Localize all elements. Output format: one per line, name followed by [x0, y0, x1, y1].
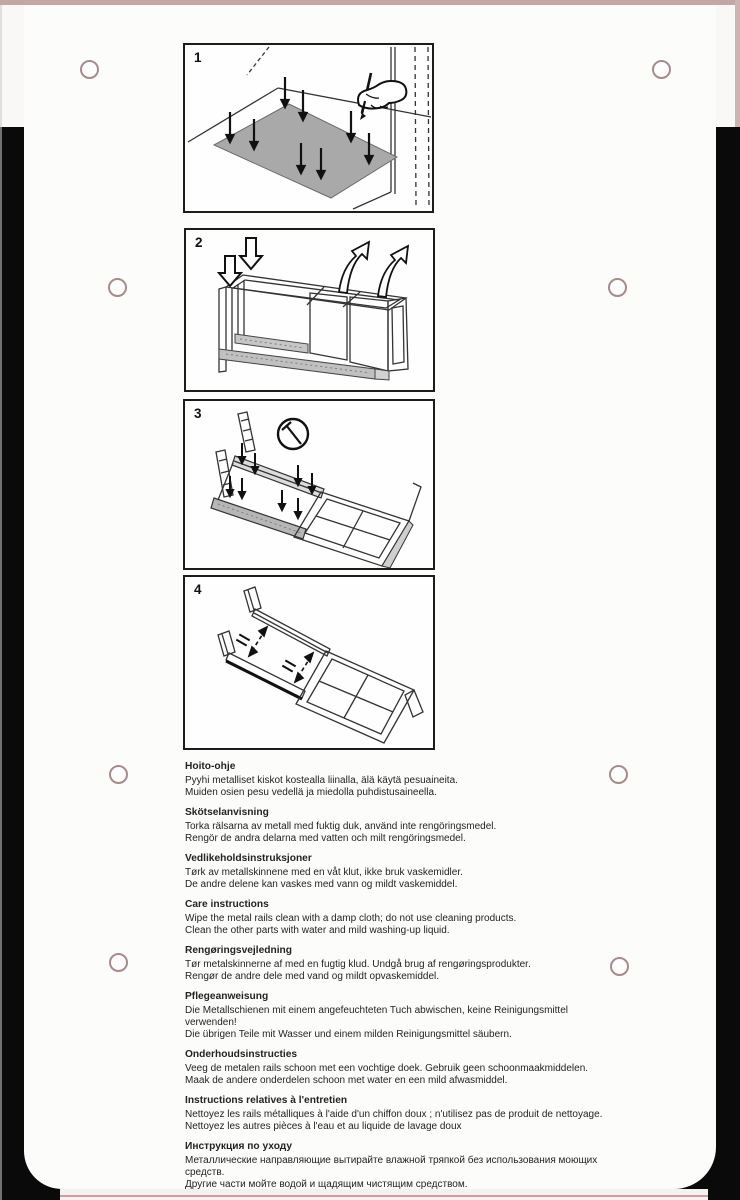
- care-section-russian: [185, 1141, 621, 1191]
- metal-rail: [219, 349, 375, 379]
- step-number: 3: [194, 406, 202, 421]
- down-arrow-icon: [295, 498, 301, 518]
- step3-illustration: [185, 401, 433, 568]
- step1-illustration: [185, 45, 432, 211]
- step-panel-4: [183, 575, 435, 750]
- care-line: Muiden osien pesu vedellä ja miedolla puhdistusaineella.: [185, 787, 437, 798]
- step2-illustration: [186, 230, 433, 390]
- marking-pen-hand-icon: [358, 73, 406, 120]
- care-heading: Инструкция по уходу: [185, 1141, 293, 1152]
- metal-rail: [211, 498, 306, 539]
- punch-hole: [652, 60, 671, 79]
- step-panel-3: [183, 399, 435, 570]
- hollow-down-arrow-icon: [219, 256, 241, 286]
- care-heading: Skötselanvisning: [185, 807, 269, 818]
- care-section-danish: [185, 945, 621, 983]
- equal-spacing-arrow: [249, 627, 267, 656]
- care-line: Maak de andere onderdelen schoon met water en een mild afwasmiddel.: [185, 1075, 508, 1086]
- care-instructions-block: [185, 761, 621, 1199]
- punch-hole: [109, 765, 128, 784]
- care-line: Tør metalskinnerne af med en fugtig klud. Undgå brug af rengøringsprodukter.: [185, 959, 531, 970]
- care-line: Veeg de metalen rails schoon met een vochtige doek. Gebruik geen schoonmaakmiddelen.: [185, 1063, 589, 1074]
- step-number: 4: [194, 582, 202, 597]
- down-arrow-icon: [279, 490, 285, 510]
- care-section-dutch: [185, 1049, 621, 1087]
- care-line: Nettoyez les autres pièces à l'eau et au liquide de lavage doux: [185, 1121, 462, 1132]
- care-line: Die Metallschienen mit einem angefeuchteten Tuch abwischen, keine Reinigungsmittel verwenden!: [185, 1005, 568, 1028]
- care-line: Nettoyez les rails métalliques à l'aide d'un chiffon doux ; n'utilisez pas de produit de nettoyage.: [185, 1109, 603, 1120]
- care-heading: Pflegeanweisung: [185, 991, 269, 1002]
- down-arrow-icon: [227, 476, 233, 496]
- down-arrow-icon: [300, 90, 307, 120]
- punch-hole: [608, 278, 627, 297]
- care-section-finnish: [185, 761, 621, 799]
- care-heading: Rengøringsvejledning: [185, 945, 292, 956]
- equal-spacing-arrows: [236, 627, 313, 682]
- press-down-arrows: [219, 238, 262, 286]
- care-heading: Care instructions: [185, 899, 269, 910]
- care-heading: Onderhoudsinstructies: [185, 1049, 298, 1060]
- care-line: Другие части мойте водой и щадящим чистящим средством.: [185, 1179, 468, 1190]
- step-number: 2: [195, 235, 203, 250]
- down-arrow-icon: [295, 465, 301, 485]
- down-arrow-icon: [227, 112, 234, 142]
- punch-hole: [109, 953, 128, 972]
- care-section-english: [185, 899, 621, 937]
- rail-frame-drawing: [218, 587, 423, 743]
- down-arrow-icon: [348, 111, 355, 141]
- care-line: Rengør de andre dele med vand og mildt opvaskemiddel.: [185, 971, 440, 982]
- care-heading: Instructions relatives à l'entretien: [185, 1095, 348, 1106]
- down-arrow-icon: [239, 478, 245, 498]
- equals-mark: [282, 660, 295, 671]
- step-panel-2: [184, 228, 435, 392]
- step-panel-1: [183, 43, 434, 213]
- nail-icon: [278, 419, 308, 449]
- care-line: Die übrigen Teile mit Wasser und einem milden Reinigungsmittel säubern.: [185, 1029, 512, 1040]
- care-section-norwegian: [185, 853, 621, 891]
- curved-up-arrow-icon: [378, 246, 408, 297]
- care-section-french: [185, 1095, 621, 1133]
- care-line: De andre delene kan vaskes med vann og mildt vaskemiddel.: [185, 879, 458, 890]
- lift-up-arrows: [339, 242, 408, 297]
- care-line: Torka rälsarna av metall med fuktig duk, använd inte rengöringsmedel.: [185, 821, 497, 832]
- down-arrow-icon: [282, 77, 289, 107]
- care-line: Rengör de andra delarna med vatten och milt rengöringsmedel.: [185, 833, 466, 844]
- care-heading: Hoito-ohje: [185, 761, 236, 772]
- step4-illustration: [185, 577, 433, 748]
- care-line: Clean the other parts with water and mild washing-up liquid.: [185, 925, 450, 936]
- care-section-german: [185, 991, 621, 1041]
- photo-left-edge: [0, 5, 2, 1200]
- step-number: 1: [194, 50, 202, 65]
- care-section-swedish: [185, 807, 621, 845]
- punch-hole: [80, 60, 99, 79]
- care-line: Wipe the metal rails clean with a damp cloth; do not use cleaning products.: [185, 913, 517, 924]
- photo-right-edge: [735, 0, 740, 127]
- care-line: Pyyhi metalliset kiskot kostealla liinalla, älä käytä pesuaineita.: [185, 775, 458, 786]
- curved-up-arrow-icon: [339, 242, 369, 293]
- hollow-down-arrow-icon: [240, 238, 262, 269]
- punch-hole: [108, 278, 127, 297]
- care-line: Tørk av metallskinnene med en våt klut, ikke bruk vaskemidler.: [185, 867, 463, 878]
- care-line: Металлические направляющие вытирайте влажной тряпкой без использования моющих средств.: [185, 1155, 598, 1178]
- equals-mark: [236, 634, 249, 645]
- down-arrow-icon: [309, 473, 315, 493]
- care-heading: Vedlikeholdsinstruksjoner: [185, 853, 312, 864]
